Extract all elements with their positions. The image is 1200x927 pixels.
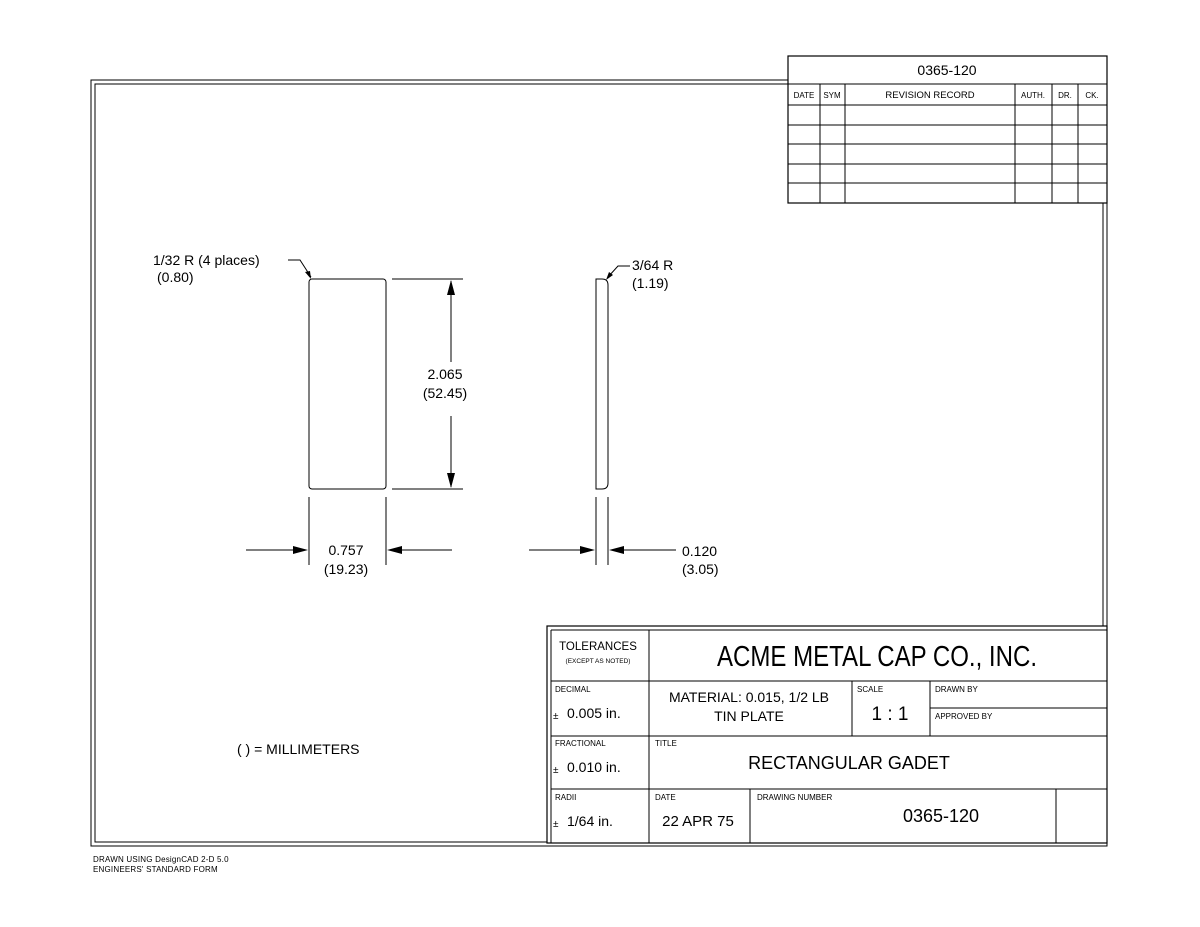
decimal-label: DECIMAL bbox=[555, 685, 591, 694]
approved-by-label: APPROVED BY bbox=[935, 712, 993, 721]
revision-col-ck: CK. bbox=[1085, 91, 1099, 100]
radii-plus-minus: ± bbox=[553, 819, 559, 830]
width-arrow-right bbox=[387, 546, 402, 554]
drawn-by-label: DRAWN BY bbox=[935, 685, 978, 694]
company-name: ACME METAL CAP CO., INC. bbox=[717, 641, 1037, 673]
decimal-value: 0.005 in. bbox=[567, 705, 621, 721]
revision-col-dr: DR. bbox=[1058, 91, 1072, 100]
width-label: 0.757 bbox=[328, 542, 364, 558]
side-view bbox=[529, 257, 719, 577]
title-block bbox=[547, 626, 1107, 843]
part-outline-side bbox=[596, 279, 608, 489]
revision-col-record: REVISION RECORD bbox=[885, 90, 975, 101]
material-line-1: MATERIAL: 0.015, 1/2 LB bbox=[668, 689, 830, 705]
height-arrow-bottom bbox=[447, 473, 455, 488]
scale-value: 1 : 1 bbox=[871, 704, 909, 725]
part-outline-front bbox=[309, 279, 386, 489]
height-arrow-top bbox=[447, 280, 455, 295]
thickness-label: 0.120 bbox=[682, 543, 718, 559]
date-label: DATE bbox=[655, 793, 676, 802]
drawing-number-label: DRAWING NUMBER bbox=[757, 793, 833, 802]
material-line-2: TIN PLATE bbox=[714, 708, 784, 724]
drawing-number-value: 0365-120 bbox=[902, 806, 980, 826]
title-label: TITLE bbox=[655, 739, 677, 748]
height-label: 2.065 bbox=[427, 366, 463, 382]
revision-block bbox=[788, 56, 1107, 203]
millimeters-note: ( ) = MILLIMETERS bbox=[237, 741, 360, 757]
thickness-arrow-left bbox=[580, 546, 595, 554]
height-mm-label: (52.45) bbox=[422, 385, 468, 401]
edge-radius-mm-label: (1.19) bbox=[632, 275, 669, 291]
corner-radius-label: 1/32 R (4 places) bbox=[153, 252, 260, 268]
fractional-value: 0.010 in. bbox=[567, 759, 621, 775]
revision-col-sym: SYM bbox=[823, 91, 841, 100]
decimal-plus-minus: ± bbox=[553, 711, 559, 722]
footer-form: ENGINEERS' STANDARD FORM bbox=[93, 865, 218, 874]
fractional-plus-minus: ± bbox=[553, 765, 559, 776]
corner-radius-arrow bbox=[305, 271, 311, 279]
front-view bbox=[153, 252, 467, 577]
drawing-title: RECTANGULAR GADET bbox=[748, 753, 950, 773]
width-arrow-left bbox=[293, 546, 308, 554]
scale-label: SCALE bbox=[857, 685, 884, 694]
date-value: 22 APR 75 bbox=[662, 813, 734, 830]
revision-col-date: DATE bbox=[793, 91, 815, 100]
tolerances-note: (EXCEPT AS NOTED) bbox=[565, 658, 631, 665]
radii-label: RADII bbox=[555, 793, 577, 802]
edge-radius-label: 3/64 R bbox=[632, 257, 674, 273]
width-mm-label: (19.23) bbox=[323, 561, 369, 577]
fractional-label: FRACTIONAL bbox=[555, 739, 606, 748]
thickness-mm-label: (3.05) bbox=[682, 561, 719, 577]
revision-col-auth: AUTH. bbox=[1021, 91, 1045, 100]
radii-value: 1/64 in. bbox=[567, 813, 613, 829]
corner-radius-mm-label: (0.80) bbox=[157, 269, 194, 285]
revision-drawing-number: 0365-120 bbox=[917, 62, 977, 78]
footer-software: DRAWN USING DesignCAD 2-D 5.0 bbox=[93, 855, 229, 864]
tolerances-label: TOLERANCES bbox=[559, 641, 637, 653]
thickness-arrow-right bbox=[609, 546, 624, 554]
